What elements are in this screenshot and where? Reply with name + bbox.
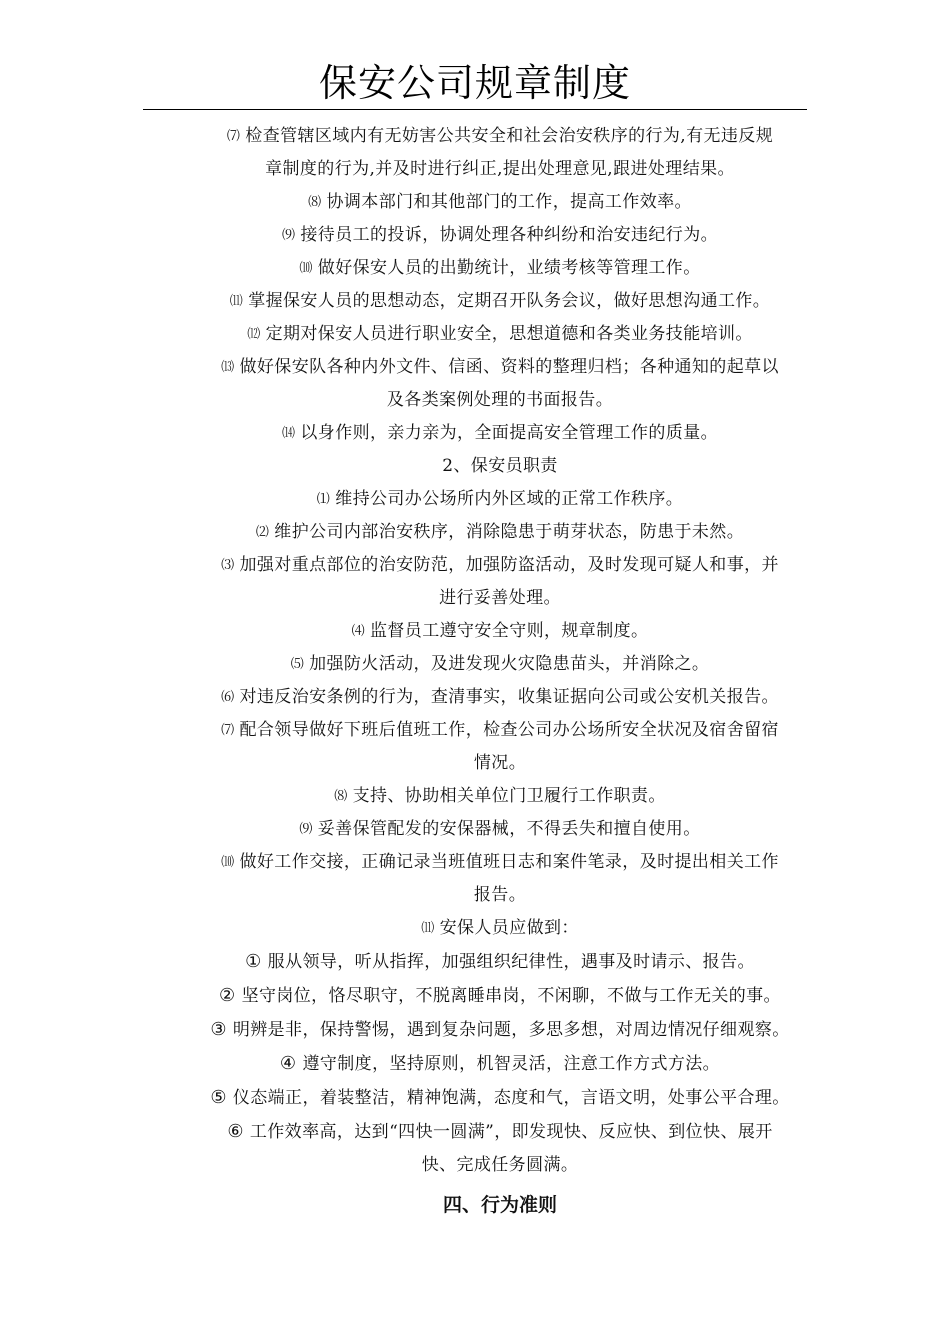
duty-paragraph bbox=[180, 252, 820, 285]
conduct-item bbox=[180, 1047, 820, 1081]
item-number: ④ bbox=[279, 1053, 297, 1074]
duty-paragraph bbox=[180, 450, 820, 483]
item-number: ⒀ bbox=[221, 360, 235, 375]
duty-paragraph bbox=[180, 813, 820, 846]
item-number: ⑹ bbox=[221, 690, 235, 705]
item-text: 以身作则，亲力亲为，全面提高安全管理工作的质量。 bbox=[300, 423, 718, 443]
duty-paragraph bbox=[180, 912, 820, 945]
duty-paragraph bbox=[180, 318, 820, 351]
item-text: 坚守岗位，恪尽职守，不脱离睡串岗，不闲聊，不做与工作无关的事。 bbox=[241, 986, 781, 1006]
duty-paragraph bbox=[180, 714, 820, 780]
duty-paragraph bbox=[180, 351, 820, 417]
duty-paragraph-list bbox=[180, 120, 820, 945]
duty-paragraph bbox=[180, 120, 820, 186]
item-number: ⑶ bbox=[221, 558, 235, 573]
item-number: ⑺ bbox=[221, 723, 235, 738]
item-number: ⑻ bbox=[308, 195, 322, 210]
item-number: ⒁ bbox=[281, 426, 296, 441]
item-text: 服从领导，听从指挥，加强组织纪律性，遇事及时请示、报告。 bbox=[267, 952, 755, 972]
conduct-item-list bbox=[180, 945, 820, 1182]
duty-paragraph bbox=[180, 780, 820, 813]
document-title: 保安公司规章制度 bbox=[318, 61, 631, 105]
item-number: ⑼ bbox=[281, 228, 296, 243]
item-number: ⑽ bbox=[221, 855, 235, 870]
item-text: 做好保安队各种内外文件、信函、资料的整理归档；各种通知的起草以 及各类案例处理的书面报告。 bbox=[239, 357, 779, 410]
duty-paragraph bbox=[180, 648, 820, 681]
item-number: ⑴ bbox=[316, 492, 331, 507]
item-text: 遵守制度，坚持原则，机智灵活，注意工作方式方法。 bbox=[302, 1054, 721, 1074]
item-text: 监督员工遵守安全守则，规章制度。 bbox=[370, 621, 649, 641]
duty-paragraph bbox=[180, 549, 820, 615]
item-number: ① bbox=[245, 951, 262, 972]
item-text: 2、保安员职责 bbox=[442, 456, 558, 476]
conduct-item bbox=[180, 979, 820, 1013]
item-number: ⑽ bbox=[299, 261, 313, 276]
item-text: 定期对保安人员进行职业安全，思想道德和各类业务技能培训。 bbox=[265, 324, 753, 344]
conduct-item bbox=[180, 1013, 820, 1047]
item-number: ⑿ bbox=[247, 327, 261, 342]
item-number: ⑼ bbox=[299, 822, 313, 837]
item-number: ⑷ bbox=[351, 624, 365, 639]
item-number: ② bbox=[219, 985, 236, 1006]
item-text: 明辨是非，保持警惕，遇到复杂问题，多思多想，对周边情况仔细观察。 bbox=[232, 1020, 790, 1040]
conduct-item bbox=[180, 1081, 820, 1115]
item-text: 接待员工的投诉，协调处理各种纠纷和治安违纪行为。 bbox=[300, 225, 718, 245]
section-heading: 四、行为准则 bbox=[442, 1194, 557, 1216]
item-text: 检查管辖区域内有无妨害公共安全和社会治安秩序的行为,有无违反规 章制度的行为,并及时进行纠正,提出处理意见,跟进处理结果。 bbox=[245, 126, 774, 179]
item-number: ⑥ bbox=[227, 1121, 244, 1142]
item-text: 对违反治安条例的行为，查清事实，收集证据向公司或公安机关报告。 bbox=[239, 687, 779, 707]
item-text: 配合领导做好下班后值班工作，检查公司办公场所安全状况及宿舍留宿 情况。 bbox=[239, 720, 779, 773]
item-text: 做好保安人员的出勤统计，业绩考核等管理工作。 bbox=[317, 258, 701, 278]
item-number: ⑤ bbox=[210, 1087, 227, 1108]
duty-paragraph bbox=[180, 516, 820, 549]
conduct-item bbox=[180, 1115, 820, 1182]
duty-paragraph bbox=[180, 285, 820, 318]
item-number: ⑻ bbox=[334, 789, 348, 804]
item-number: ③ bbox=[210, 1019, 227, 1040]
item-number: ⑸ bbox=[290, 657, 305, 672]
duty-paragraph bbox=[180, 219, 820, 252]
duty-paragraph bbox=[180, 186, 820, 219]
duty-paragraph bbox=[180, 846, 820, 912]
item-number: ⑾ bbox=[421, 921, 435, 936]
item-text: 加强对重点部位的治安防范，加强防盗活动，及时发现可疑人和事，并 进行妥善处理。 bbox=[239, 555, 779, 608]
item-text: 安保人员应做到： bbox=[439, 918, 579, 938]
item-text: 仪态端正，着装整洁，精神饱满，态度和气，言语文明，处事公平合理。 bbox=[232, 1088, 790, 1108]
duty-paragraph bbox=[180, 483, 820, 516]
item-text: 加强防火活动，及进发现火灾隐患苗头，并消除之。 bbox=[309, 654, 710, 674]
duty-paragraph bbox=[180, 681, 820, 714]
item-number: ⑺ bbox=[226, 129, 241, 144]
item-text: 协调本部门和其他部门的工作，提高工作效率。 bbox=[326, 192, 692, 212]
item-number: ⑵ bbox=[255, 525, 270, 540]
document-body bbox=[180, 120, 820, 1225]
page-header bbox=[143, 58, 807, 110]
header-divider bbox=[143, 109, 807, 110]
item-text: 支持、协助相关单位门卫履行工作职责。 bbox=[352, 786, 666, 806]
item-text: 做好工作交接，正确记录当班值班日志和案件笔录，及时提出相关工作 报告。 bbox=[239, 852, 779, 905]
item-number: ⑾ bbox=[229, 294, 244, 309]
conduct-item bbox=[180, 945, 820, 979]
duty-paragraph bbox=[180, 417, 820, 450]
item-text: 维持公司办公场所内外区域的正常工作秩序。 bbox=[335, 489, 684, 509]
item-text: 维护公司内部治安秩序，消除隐患于萌芽状态，防患于未然。 bbox=[274, 522, 745, 542]
item-text: 妥善保管配发的安保器械，不得丢失和擅自使用。 bbox=[317, 819, 701, 839]
item-text: 工作效率高，达到“四快一圆满”，即发现快、反应快、到位快、展开 快、完成任务圆满。 bbox=[249, 1122, 773, 1175]
item-text: 掌握保安人员的思想动态，定期召开队务会议，做好思想沟通工作。 bbox=[248, 291, 771, 311]
duty-paragraph bbox=[180, 615, 820, 648]
